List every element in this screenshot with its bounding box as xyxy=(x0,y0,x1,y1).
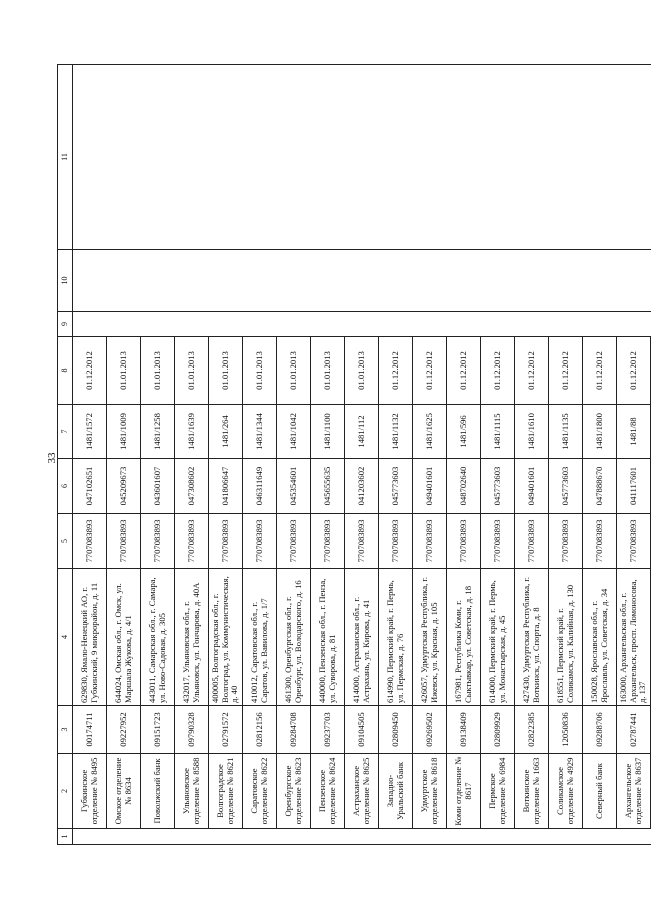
registration-number-cell: 1481/1625 xyxy=(413,405,447,459)
date-cell: 01.12.2012 xyxy=(379,337,413,405)
branch-name-cell: Северный банк xyxy=(583,754,617,829)
table-row xyxy=(175,65,209,845)
branch-name-cell: Пензенское отделение № 8624 xyxy=(311,754,345,829)
inn-cell: 7707083893 xyxy=(549,514,583,569)
inn-cell: 7707083893 xyxy=(277,514,311,569)
empty-cell xyxy=(413,829,447,845)
empty-cell xyxy=(243,312,277,337)
branch-name-cell: Губкинское отделение № 8495 xyxy=(73,754,107,829)
empty-cell xyxy=(583,829,617,845)
date-cell: 01.12.2012 xyxy=(413,337,447,405)
registration-number-cell: 1481/1572 xyxy=(73,405,107,459)
empty-cell xyxy=(515,65,549,250)
empty-cell xyxy=(175,829,209,845)
empty-cell xyxy=(549,312,583,337)
registration-number-cell: 1481/1042 xyxy=(277,405,311,459)
empty-cell xyxy=(175,312,209,337)
empty-cell xyxy=(277,65,311,250)
branch-name-cell: Саратовское отделение № 8622 xyxy=(243,754,277,829)
empty-cell xyxy=(617,250,651,312)
empty-cell xyxy=(311,312,345,337)
bik-cell: 041203602 xyxy=(345,459,379,514)
empty-cell xyxy=(481,829,515,845)
branch-name-cell: Пермское отделение № 6984 xyxy=(481,754,515,829)
column-header: 8 xyxy=(58,337,73,405)
date-cell: 01.01.2013 xyxy=(175,337,209,405)
empty-cell xyxy=(73,250,107,312)
bik-cell: 047102651 xyxy=(73,459,107,514)
okpo-code-cell: 09104505 xyxy=(345,706,379,754)
column-header: 4 xyxy=(58,569,73,706)
empty-cell xyxy=(379,250,413,312)
empty-cell xyxy=(141,829,175,845)
table-row xyxy=(379,65,413,845)
table-row xyxy=(413,65,447,845)
empty-cell xyxy=(141,65,175,250)
empty-cell xyxy=(277,312,311,337)
table-row xyxy=(481,65,515,845)
bik-cell: 045773603 xyxy=(481,459,515,514)
registration-number-cell: 1481/1115 xyxy=(481,405,515,459)
date-cell: 01.01.2013 xyxy=(243,337,277,405)
empty-cell xyxy=(277,250,311,312)
registration-number-cell: 1481/1610 xyxy=(515,405,549,459)
table-row xyxy=(345,65,379,845)
okpo-code-cell: 09138409 xyxy=(447,706,481,754)
date-cell: 01.01.2013 xyxy=(141,337,175,405)
table-row xyxy=(277,65,311,845)
inn-cell: 7707083893 xyxy=(413,514,447,569)
date-cell: 01.12.2012 xyxy=(73,337,107,405)
empty-cell xyxy=(345,312,379,337)
address-cell: 432017, Ульяновская обл., г. Ульяновск, ул. Гончарова, д. 40А xyxy=(175,569,209,706)
address-cell: 167981, Республика Коми, г. Сыктывкар, ул. Советская, д. 18 xyxy=(447,569,481,706)
registration-number-cell: 1481/88 xyxy=(617,405,651,459)
registration-number-cell: 1481/1135 xyxy=(549,405,583,459)
okpo-code-cell: 02791572 xyxy=(209,706,243,754)
bik-cell: 041117601 xyxy=(617,459,651,514)
registration-number-cell: 1481/112 xyxy=(345,405,379,459)
column-header: 3 xyxy=(58,706,73,754)
empty-cell xyxy=(73,829,107,845)
empty-cell xyxy=(481,65,515,250)
okpo-code-cell: 09790328 xyxy=(175,706,209,754)
empty-cell xyxy=(107,829,141,845)
empty-cell xyxy=(515,829,549,845)
okpo-code-cell: 09227952 xyxy=(107,706,141,754)
bik-cell: 045354601 xyxy=(277,459,311,514)
branch-name-cell: Архангельское отделение № 8637 xyxy=(617,754,651,829)
table-row xyxy=(515,65,549,845)
table-row xyxy=(209,65,243,845)
okpo-code-cell: 00174711 xyxy=(73,706,107,754)
column-header: 1 xyxy=(58,829,73,845)
empty-cell xyxy=(175,250,209,312)
empty-cell xyxy=(209,829,243,845)
empty-cell xyxy=(141,250,175,312)
empty-cell xyxy=(345,829,379,845)
empty-cell xyxy=(481,312,515,337)
bik-cell: 047308602 xyxy=(175,459,209,514)
bik-cell: 045773603 xyxy=(549,459,583,514)
empty-cell xyxy=(549,250,583,312)
empty-cell xyxy=(379,829,413,845)
okpo-code-cell: 02809929 xyxy=(481,706,515,754)
registration-number-cell: 1481/596 xyxy=(447,405,481,459)
inn-cell: 7707083893 xyxy=(481,514,515,569)
inn-cell: 7707083893 xyxy=(345,514,379,569)
column-number-row xyxy=(58,65,73,845)
table-row xyxy=(243,65,277,845)
bik-cell: 048702640 xyxy=(447,459,481,514)
table-row xyxy=(447,65,481,845)
empty-cell xyxy=(73,312,107,337)
date-cell: 01.12.2012 xyxy=(549,337,583,405)
empty-cell xyxy=(447,312,481,337)
address-cell: 426057, Удмуртская Республика, г. Ижевск, ул. Красная, д. 105 xyxy=(413,569,447,706)
inn-cell: 7707083893 xyxy=(175,514,209,569)
registration-number-cell: 1481/1344 xyxy=(243,405,277,459)
column-header: 10 xyxy=(58,250,73,312)
address-cell: 629830, Ямало-Ненецкий АО, г. Губкинский, 9 микрорайон, д. 11 xyxy=(73,569,107,706)
empty-cell xyxy=(583,65,617,250)
empty-cell xyxy=(549,65,583,250)
empty-cell xyxy=(413,65,447,250)
date-cell: 01.12.2012 xyxy=(617,337,651,405)
date-cell: 01.12.2012 xyxy=(447,337,481,405)
table-row xyxy=(549,65,583,845)
okpo-code-cell: 12050836 xyxy=(549,706,583,754)
empty-cell xyxy=(141,312,175,337)
address-cell: 614000, Пермский край, г. Пермь, ул. Монастырская, д. 45 xyxy=(481,569,515,706)
empty-cell xyxy=(617,829,651,845)
inn-cell: 7707083893 xyxy=(379,514,413,569)
empty-cell xyxy=(379,65,413,250)
date-cell: 01.12.2012 xyxy=(481,337,515,405)
empty-cell xyxy=(209,65,243,250)
column-header: 11 xyxy=(58,65,73,250)
okpo-code-cell: 09151723 xyxy=(141,706,175,754)
date-cell: 01.01.2013 xyxy=(345,337,379,405)
table-row xyxy=(73,65,107,845)
date-cell: 01.12.2012 xyxy=(515,337,549,405)
address-cell: 461300, Оренбургская обл., г. Оренбург, ул. Володарского, д. 16 xyxy=(277,569,311,706)
inn-cell: 7707083893 xyxy=(107,514,141,569)
address-cell: 440000, Пензенская обл., г. Пенза, ул. Суворова, д. 81 xyxy=(311,569,345,706)
table-row xyxy=(107,65,141,845)
okpo-code-cell: 09237703 xyxy=(311,706,345,754)
okpo-code-cell: 02787441 xyxy=(617,706,651,754)
inn-cell: 7707083893 xyxy=(447,514,481,569)
branch-name-cell: Воткинское отделение № 1663 xyxy=(515,754,549,829)
empty-cell xyxy=(107,250,141,312)
empty-cell xyxy=(617,65,651,250)
branch-name-cell: Удмуртское отделение № 8618 xyxy=(413,754,447,829)
bik-cell: 043601607 xyxy=(141,459,175,514)
okpo-code-cell: 09269502 xyxy=(413,706,447,754)
empty-cell xyxy=(583,250,617,312)
okpo-code-cell: 02822385 xyxy=(515,706,549,754)
empty-cell xyxy=(447,829,481,845)
bik-cell: 049401601 xyxy=(413,459,447,514)
registration-number-cell: 1481/1100 xyxy=(311,405,345,459)
inn-cell: 7707083893 xyxy=(73,514,107,569)
empty-cell xyxy=(379,312,413,337)
date-cell: 01.01.2013 xyxy=(311,337,345,405)
bik-cell: 049401601 xyxy=(515,459,549,514)
registration-number-cell: 1481/1132 xyxy=(379,405,413,459)
empty-cell xyxy=(447,250,481,312)
address-cell: 644024, Омская обл., г. Омск, ул. Маршала Жукова, д. 4/1 xyxy=(107,569,141,706)
address-cell: 150028, Ярославская обл., г. Ярославль, ул. Советская, д. 34 xyxy=(583,569,617,706)
inn-cell: 7707083893 xyxy=(243,514,277,569)
table-row xyxy=(583,65,617,845)
empty-cell xyxy=(243,250,277,312)
bik-cell: 047888670 xyxy=(583,459,617,514)
address-cell: 614990, Пермский край, г. Пермь, ул. Пермская, д. 76 xyxy=(379,569,413,706)
table-row xyxy=(617,65,651,845)
okpo-code-cell: 02809450 xyxy=(379,706,413,754)
empty-cell xyxy=(243,65,277,250)
registration-number-cell: 1481/1800 xyxy=(583,405,617,459)
address-cell: 400005, Волгоградская обл., г. Волгоград, ул. Коммунистическая, д. 40 xyxy=(209,569,243,706)
empty-cell xyxy=(413,312,447,337)
okpo-code-cell: 09288706 xyxy=(583,706,617,754)
table-row xyxy=(141,65,175,845)
registration-number-cell: 1481/1009 xyxy=(107,405,141,459)
date-cell: 01.12.2012 xyxy=(583,337,617,405)
column-header: 9 xyxy=(58,312,73,337)
branch-name-cell: Астраханское отделение № 8625 xyxy=(345,754,379,829)
bik-cell: 046311649 xyxy=(243,459,277,514)
empty-cell xyxy=(311,65,345,250)
branch-name-cell: Соликамское отделение № 4929 xyxy=(549,754,583,829)
address-cell: 163000, Архангельская обл., г. Архангельск, просп. Ломоносова, д. 137 xyxy=(617,569,651,706)
okpo-code-cell: 02812156 xyxy=(243,706,277,754)
inn-cell: 7707083893 xyxy=(515,514,549,569)
address-cell: 427430, Удмуртская Республика, г. Воткинск, ул. Спорта, д. 8 xyxy=(515,569,549,706)
table-container xyxy=(57,64,648,845)
bik-cell: 045773603 xyxy=(379,459,413,514)
empty-cell xyxy=(107,312,141,337)
empty-cell xyxy=(617,312,651,337)
inn-cell: 7707083893 xyxy=(209,514,243,569)
empty-cell xyxy=(345,250,379,312)
empty-cell xyxy=(175,65,209,250)
inn-cell: 7707083893 xyxy=(617,514,651,569)
address-cell: 443011, Самарская обл., г. Самара, ул. Ново-Садовая, д. 305 xyxy=(141,569,175,706)
branch-name-cell: Коми отделение № 8617 xyxy=(447,754,481,829)
empty-cell xyxy=(515,250,549,312)
branch-name-cell: Западно-Уральский банк xyxy=(379,754,413,829)
address-cell: 618551, Пермский край, г. Соликамск, ул. Калийная, д. 130 xyxy=(549,569,583,706)
address-cell: 410012, Саратовская обл., г. Саратов, ул. Вавилова, д. 1/7 xyxy=(243,569,277,706)
address-cell: 414000, Астраханская обл., г. Астрахань, ул. Кирова, д. 41 xyxy=(345,569,379,706)
bik-cell: 045209673 xyxy=(107,459,141,514)
inn-cell: 7707083893 xyxy=(583,514,617,569)
date-cell: 01.01.2013 xyxy=(107,337,141,405)
empty-cell xyxy=(209,312,243,337)
registration-number-cell: 1481/264 xyxy=(209,405,243,459)
date-cell: 01.01.2013 xyxy=(277,337,311,405)
column-header: 5 xyxy=(58,514,73,569)
registration-number-cell: 1481/1258 xyxy=(141,405,175,459)
empty-cell xyxy=(413,250,447,312)
bank-branches-table xyxy=(57,64,651,845)
empty-cell xyxy=(447,65,481,250)
empty-cell xyxy=(549,829,583,845)
branch-name-cell: Оренбургское отделение № 8623 xyxy=(277,754,311,829)
branch-name-cell: Ульяновское отделение № 8588 xyxy=(175,754,209,829)
empty-cell xyxy=(583,312,617,337)
column-header: 7 xyxy=(58,405,73,459)
bik-cell: 045655635 xyxy=(311,459,345,514)
registration-number-cell: 1481/1639 xyxy=(175,405,209,459)
page-number: 33 xyxy=(46,452,58,464)
bik-cell: 041806647 xyxy=(209,459,243,514)
okpo-code-cell: 09284708 xyxy=(277,706,311,754)
inn-cell: 7707083893 xyxy=(141,514,175,569)
date-cell: 01.01.2013 xyxy=(209,337,243,405)
branch-name-cell: Волгоградское отделение № 8621 xyxy=(209,754,243,829)
empty-cell xyxy=(345,65,379,250)
inn-cell: 7707083893 xyxy=(311,514,345,569)
branch-name-cell: Омское отделение № 8634 xyxy=(107,754,141,829)
empty-cell xyxy=(277,829,311,845)
empty-cell xyxy=(209,250,243,312)
empty-cell xyxy=(243,829,277,845)
branch-name-cell: Поволжский банк xyxy=(141,754,175,829)
empty-cell xyxy=(311,829,345,845)
empty-cell xyxy=(107,65,141,250)
empty-cell xyxy=(73,65,107,250)
empty-cell xyxy=(481,250,515,312)
table-row xyxy=(311,65,345,845)
column-header: 2 xyxy=(58,754,73,829)
empty-cell xyxy=(311,250,345,312)
empty-cell xyxy=(515,312,549,337)
column-header: 6 xyxy=(58,459,73,514)
